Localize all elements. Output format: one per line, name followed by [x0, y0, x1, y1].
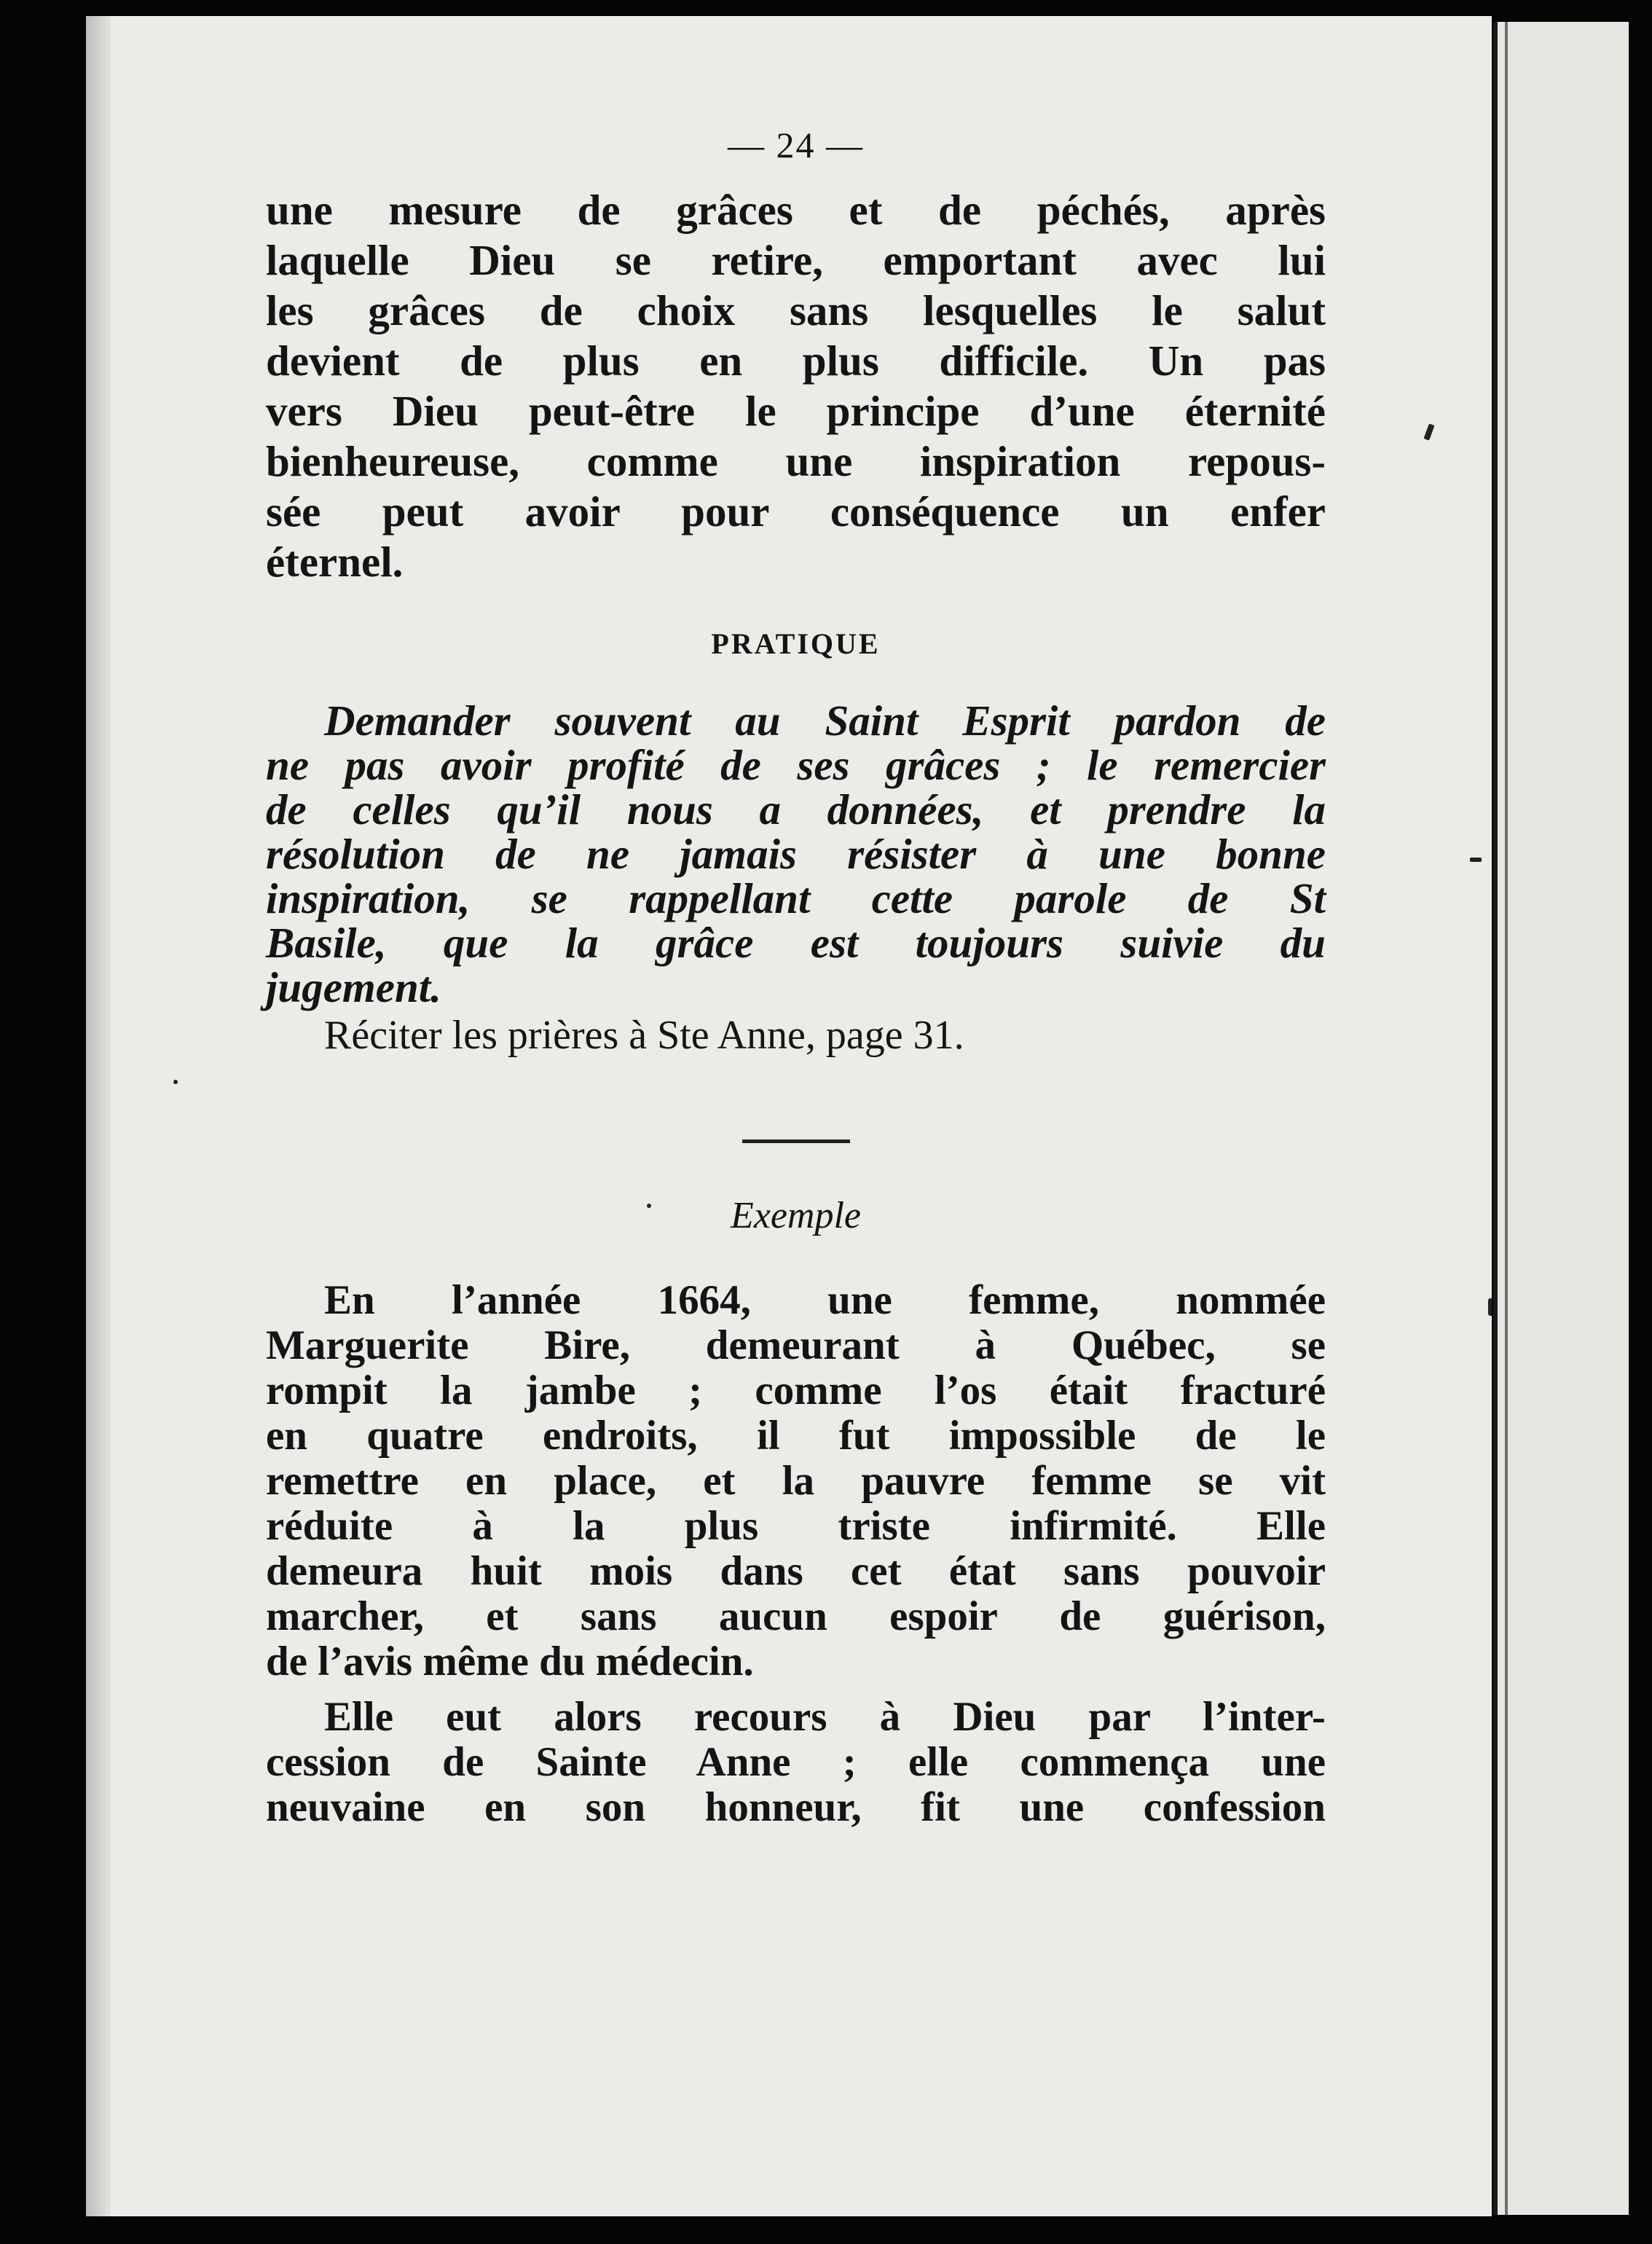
- story-paragraph-2: [266, 1695, 1326, 1830]
- page-content: [266, 124, 1326, 1830]
- section-divider: [742, 1139, 850, 1143]
- text-line: Demander souvent au Saint Esprit pardon de: [324, 697, 1326, 745]
- text-line: marcher, et sans aucun espoir de guérison,: [266, 1593, 1326, 1639]
- text-line: de celles qu’il nous a données, et prendre la: [266, 785, 1326, 833]
- scan-speck: [1423, 423, 1434, 440]
- text-line: vers Dieu peut-être le principe d’une éternité: [266, 387, 1326, 435]
- text-line: ne pas avoir profité de ses grâces ; le remercier: [266, 741, 1326, 789]
- scan-speck: [173, 1080, 178, 1084]
- text-line: une mesure de grâces et de péchés, après: [266, 186, 1326, 234]
- text-line: remettre en place, et la pauvre femme se vit: [266, 1458, 1326, 1504]
- text-line: laquelle Dieu se retire, emportant avec lui: [266, 236, 1326, 284]
- text-line: résolution de ne jamais résister à une bonne: [266, 830, 1326, 878]
- text-line: cession de Sainte Anne ; elle commença une: [266, 1739, 1326, 1785]
- pratique-paragraph: [266, 699, 1326, 1010]
- exemple-heading: Exemple: [730, 1195, 861, 1236]
- text-line: En l’année 1664, une femme, nommée: [324, 1277, 1326, 1323]
- text-line: inspiration, se rappellant cette parole de St: [266, 874, 1326, 922]
- text-line: réduite à la plus triste infirmité. Elle: [266, 1503, 1326, 1549]
- text-line: bienheureuse, comme une inspiration repous-: [266, 437, 1326, 485]
- text-line: jugement.: [266, 963, 441, 1011]
- text-line: en quatre endroits, il fut impossible de le: [266, 1413, 1326, 1459]
- page-shadow-edge: [86, 16, 111, 2216]
- intro-paragraph: [266, 185, 1326, 587]
- text-line: Marguerite Bire, demeurant à Québec, se: [266, 1322, 1326, 1368]
- text-line: sée peut avoir pour conséquence un enfer: [266, 487, 1326, 536]
- text-line: Basile, que la grâce est toujours suivie du: [266, 919, 1326, 967]
- text-line: éternel.: [266, 538, 404, 586]
- pratique-heading: PRATIQUE: [711, 627, 881, 660]
- scan-speck: [1470, 858, 1482, 862]
- text-line: neuvaine en son honneur, fit une confession: [266, 1784, 1326, 1830]
- text-line: Elle eut alors recours à Dieu par l’inter-: [324, 1694, 1326, 1740]
- adjacent-page-edge: [1493, 22, 1629, 2215]
- text-line: devient de plus en plus difficile. Un pas: [266, 337, 1326, 385]
- text-line: rompit la jambe ; comme l’os était fracturé: [266, 1368, 1326, 1413]
- text-line: de l’avis même du médecin.: [266, 1639, 754, 1684]
- scan-speck: [1488, 1298, 1492, 1316]
- page-gutter-line: [1505, 22, 1508, 2215]
- page-number: — 24 —: [728, 125, 864, 165]
- story-paragraph-1: [266, 1278, 1326, 1684]
- recite-instruction: Réciter les prières à Ste Anne, page 31.: [324, 1013, 964, 1058]
- text-line: demeura huit mois dans cet état sans pouvoir: [266, 1548, 1326, 1594]
- text-line: les grâces de choix sans lesquelles le salut: [266, 286, 1326, 334]
